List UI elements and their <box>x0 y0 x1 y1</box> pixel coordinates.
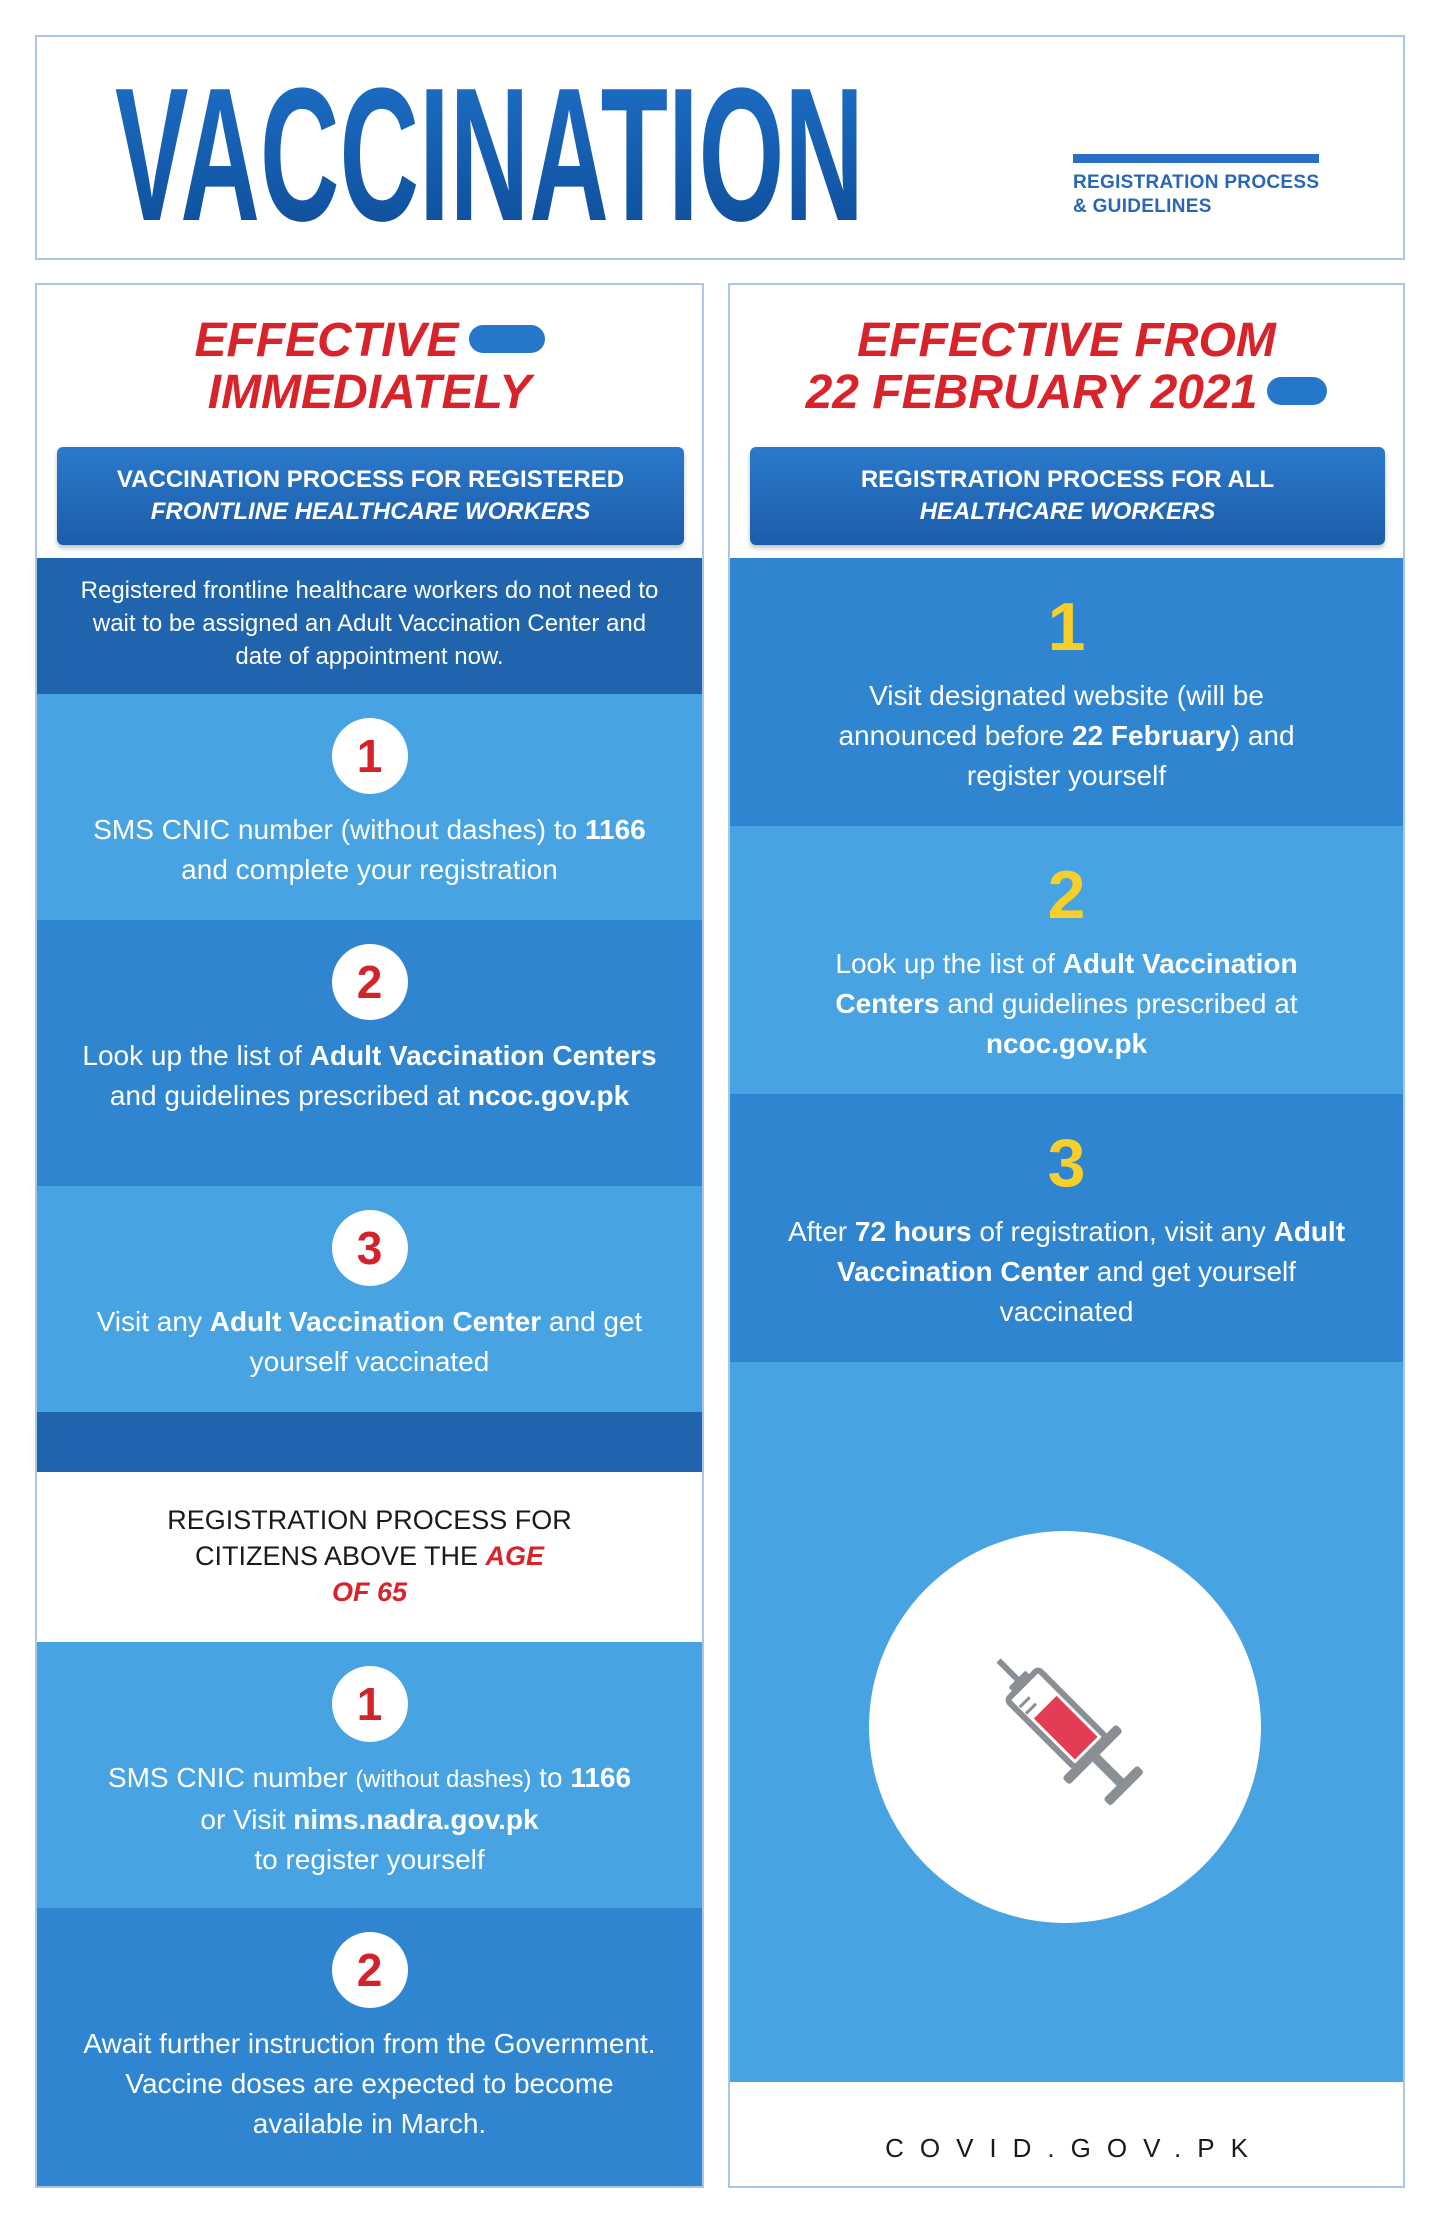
step-text-bold: ncoc.gov.pk <box>985 1028 1148 1059</box>
step-text-bold: Adult Vaccination Center <box>836 1216 1346 1287</box>
divider-band <box>37 1412 702 1472</box>
step-text-small: (without dashes) <box>355 1766 532 1793</box>
step-text-bold: 1166 <box>570 1762 632 1793</box>
citizens-heading <box>37 1472 702 1642</box>
citizens-line-1: REGISTRATION PROCESS FOR <box>167 1505 572 1535</box>
step-text-bold: ncoc.gov.pk <box>467 1080 630 1111</box>
footer-url: COVID.GOV.PK <box>885 2133 1264 2163</box>
step-number: 2 <box>1047 857 1086 933</box>
step-text-bold: 1166 <box>585 814 646 845</box>
left-banner-line-1: VACCINATION PROCESS FOR REGISTERED <box>116 466 625 493</box>
step-text-bold: 72 hours <box>854 1216 972 1247</box>
step-number-badge: 2 <box>332 1932 408 2008</box>
left-step-2-text <box>77 1036 662 1116</box>
left-effective-title <box>37 315 702 419</box>
step-text-part: or Visit <box>200 1804 294 1835</box>
right-banner-line-1: REGISTRATION PROCESS FOR ALL <box>860 466 1275 493</box>
step-text-bold: Adult Vaccination Centers <box>835 948 1298 1019</box>
right-step-2-text <box>800 944 1333 1064</box>
left-banner-line-2: FRONTLINE HEALTHCARE WORKERS <box>150 498 591 525</box>
left-intro-section <box>37 558 702 694</box>
step-text-part: ) and register yourself <box>966 720 1295 791</box>
step-number-badge: 2 <box>332 944 408 1020</box>
citizens-age-value: OF 65 <box>331 1577 408 1607</box>
step-text-part: Look up the list of <box>82 1040 310 1071</box>
right-step-1 <box>730 558 1403 826</box>
step-text-part: and get yourself vaccinated <box>999 1256 1297 1327</box>
right-column <box>728 283 1405 2188</box>
right-effective-title <box>730 315 1403 419</box>
right-step-1-text <box>800 676 1333 796</box>
step-number-badge: 3 <box>332 1210 408 1286</box>
subtitle-line-1: REGISTRATION PROCESS <box>1073 172 1320 193</box>
nims-link: nims.nadra.gov.pk <box>293 1804 539 1835</box>
pill-decoration <box>469 325 545 353</box>
page-title: VACCINATION <box>115 49 864 261</box>
subtitle-line-2: & GUIDELINES <box>1073 196 1212 217</box>
step-text-part: of registration, visit any <box>971 1216 1274 1247</box>
step-text-part: and guidelines prescribed at <box>939 988 1298 1019</box>
pill-decoration <box>1267 377 1327 405</box>
step-number-badge: 1 <box>332 1666 408 1742</box>
step-text-part: SMS CNIC number <box>107 1762 356 1793</box>
left-step-1-text <box>77 810 662 890</box>
subtitle <box>1073 171 1353 219</box>
step-number: 3 <box>1047 1125 1086 1201</box>
header <box>35 35 1405 260</box>
step-text-part: Visit designated website (will be announced before <box>838 680 1264 751</box>
step-text-part: Visit any <box>96 1306 210 1337</box>
right-step-3 <box>730 1094 1403 1362</box>
citizen-step-1-text <box>57 1758 682 1880</box>
step-number-badge: 1 <box>332 718 408 794</box>
citizens-line-2: CITIZENS ABOVE THE <box>194 1541 486 1571</box>
right-step-3-text <box>786 1212 1347 1332</box>
citizen-step-2-text: Await further instruction from the Government. Vaccine doses are expected to become available in March. <box>83 2028 656 2139</box>
left-step-3 <box>37 1186 702 1412</box>
step-text-part: and get yourself vaccinated <box>249 1306 643 1377</box>
left-step-3-text <box>77 1302 662 1382</box>
citizens-age-label: AGE <box>485 1541 545 1571</box>
left-step-2 <box>37 920 702 1186</box>
syringe-icon <box>965 1627 1165 1827</box>
step-text-part: and complete your registration <box>181 854 558 885</box>
step-text-part: to <box>531 1762 571 1793</box>
left-effective-line-1: EFFECTIVE <box>194 314 459 367</box>
citizen-step-2 <box>37 1908 702 2188</box>
step-text-part: After <box>787 1216 855 1247</box>
step-text-bold: Adult Vaccination Centers <box>309 1040 657 1071</box>
right-banner-line-2: HEALTHCARE WORKERS <box>919 498 1216 525</box>
step-text-bold: Adult Vaccination Center <box>209 1306 542 1337</box>
left-step-1 <box>37 694 702 920</box>
left-banner <box>57 447 684 545</box>
left-intro-text: Registered frontline healthcare workers do not need to wait to be assigned an Adult Vaccination Center and date of appointment now. <box>80 577 659 670</box>
step-text-part: and guidelines prescribed at <box>109 1080 468 1111</box>
left-effective-line-2: IMMEDIATELY <box>207 366 532 419</box>
step-text-bold: 22 February <box>1071 720 1231 751</box>
citizen-step-1 <box>37 1642 702 1908</box>
step-number: 1 <box>1047 589 1086 665</box>
step-text-part: SMS CNIC number (without dashes) to <box>93 814 585 845</box>
left-column <box>35 283 704 2188</box>
right-effective-line-1: EFFECTIVE FROM <box>857 314 1276 367</box>
syringe-badge <box>869 1531 1261 1923</box>
step-text-part: to register yourself <box>254 1844 485 1875</box>
right-step-2 <box>730 826 1403 1094</box>
citizens-heading-text <box>37 1502 702 1610</box>
subtitle-bar <box>1073 154 1319 163</box>
step-text-part: Look up the list of <box>835 948 1063 979</box>
right-effective-line-2: 22 FEBRUARY 2021 <box>805 366 1258 419</box>
right-banner <box>750 447 1385 545</box>
